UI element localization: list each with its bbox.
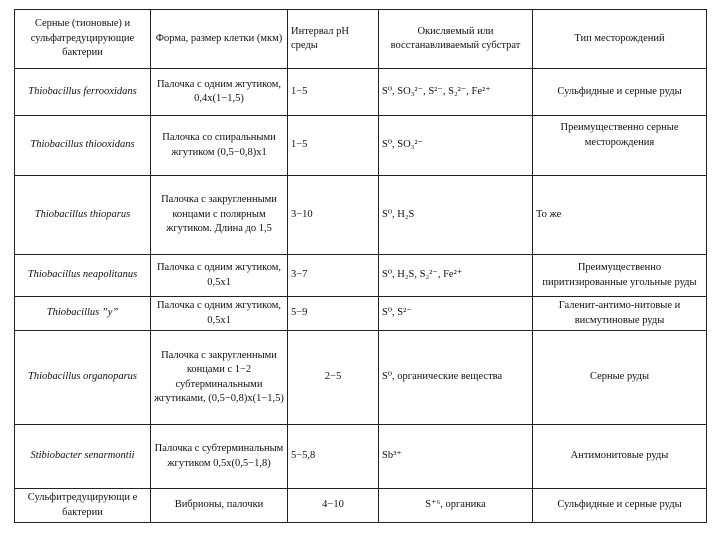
substrate: S⁰, S²⁻ (379, 297, 533, 331)
ph-range: 1−5 (288, 69, 379, 116)
bacteria-name: Thiobacillus neapolitanus (15, 255, 151, 297)
ph-range: 3−7 (288, 255, 379, 297)
bacteria-name: Thiobacillus ”y” (15, 297, 151, 331)
header-bacteria: Серные (тионовые) и сульфатредуцирующие бактерии (15, 10, 151, 69)
cell-form: Палочка с субтерминальным жгутиком 0,5х(0,5−1,8) (151, 425, 288, 489)
cell-form: Палочка с закругленными концами с полярным жгутиком. Длина до 1,5 (151, 176, 288, 255)
deposit-type: Сульфидные и серные руды (533, 489, 707, 523)
deposit-type: Галенит-антимо-нитовые и висмутиновые руды (533, 297, 707, 331)
cell-form: Вибрионы, палочки (151, 489, 288, 523)
table-header-row (15, 10, 707, 69)
cell-form: Палочка с закругленными концами с 1−2 субтерминальными жгутиками, (0,5−0,8)х(1−1,5) (151, 331, 288, 425)
substrate: S⁰, SO₃²⁻, S²⁻, S₂²⁻, Fe²⁺ (379, 69, 533, 116)
substrate: S⁺⁶, органика (379, 489, 533, 523)
substrate: Sb³⁺ (379, 425, 533, 489)
table-row (15, 69, 707, 116)
deposit-type: Сульфидные и серные руды (533, 69, 707, 116)
deposit-type: То же (533, 176, 707, 255)
deposit-type: Преимущественно пиритизированные угольные руды (533, 255, 707, 297)
deposit-type: Серные руды (533, 331, 707, 425)
bacteria-name: Stibiobacter senarmontii (15, 425, 151, 489)
deposit-type: Антимонитовые руды (533, 425, 707, 489)
header-deposit-type: Тип месторождений (533, 10, 707, 69)
table-row (15, 255, 707, 297)
substrate: S⁰, H₂S (379, 176, 533, 255)
ph-range: 3−10 (288, 176, 379, 255)
ph-range: 5−9 (288, 297, 379, 331)
substrate: S⁰, органические вещества (379, 331, 533, 425)
deposit-type: Преимущественно серные месторождения (533, 116, 707, 176)
substrate: S⁰, SO₃²⁻ (379, 116, 533, 176)
table-row (15, 489, 707, 523)
table-row (15, 176, 707, 255)
table-row (15, 331, 707, 425)
cell-form: Палочка с одним жгутиком, 0,5х1 (151, 255, 288, 297)
ph-range: 4−10 (288, 489, 379, 523)
substrate: S⁰, H₂S, S₂²⁻, Fe²⁺ (379, 255, 533, 297)
ph-range: 5−5,8 (288, 425, 379, 489)
table-row (15, 425, 707, 489)
header-substrate: Окисляемый или восстанавливаемый субстрат (379, 10, 533, 69)
table-row (15, 116, 707, 176)
cell-form: Палочка с одним жгутиком, 0,5х1 (151, 297, 288, 331)
header-ph-range: Интервал рН среды (288, 10, 379, 69)
bacteria-name: Thiobacillus thioparus (15, 176, 151, 255)
table-row (15, 297, 707, 331)
bacteria-name: Thiobacillus ferrooxidans (15, 69, 151, 116)
cell-form: Палочка со спиральными жгутиком (0,5−0,8)х1 (151, 116, 288, 176)
cell-form: Палочка с одним жгутиком, 0,4х(1−1,5) (151, 69, 288, 116)
ph-range: 2−5 (288, 331, 379, 425)
bacteria-name: Thiobacillus thiooxidans (15, 116, 151, 176)
ph-range: 1−5 (288, 116, 379, 176)
bacteria-name: Сульфитредуцирующи е бактерии (15, 489, 151, 523)
header-cell-form: Форма, размер клетки (мкм) (151, 10, 288, 69)
bacteria-name: Thiobacillus organoparus (15, 331, 151, 425)
bacteria-table (14, 9, 707, 523)
